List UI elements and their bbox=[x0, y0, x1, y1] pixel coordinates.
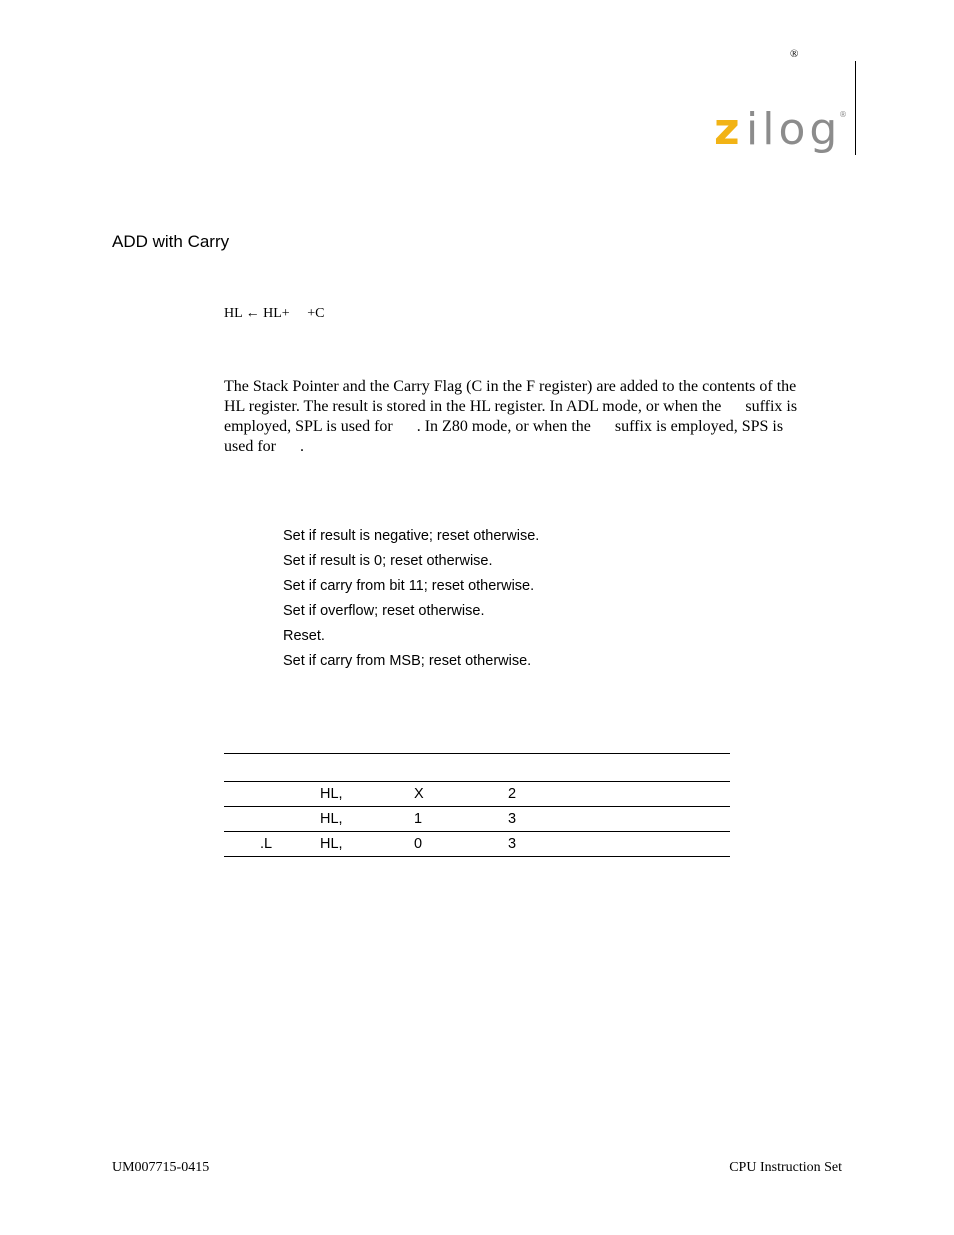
description-line: used for . bbox=[224, 438, 304, 455]
header-divider bbox=[855, 61, 856, 155]
footer-section: CPU Instruction Set bbox=[729, 1160, 842, 1175]
registered-mark: ® bbox=[790, 48, 799, 60]
table-cell: 0 bbox=[414, 836, 423, 852]
section-title: ADD with Carry bbox=[112, 232, 230, 251]
condition-bits-list bbox=[283, 528, 539, 678]
description bbox=[224, 377, 844, 457]
table-cell: 3 bbox=[508, 836, 517, 852]
table-cell: .L bbox=[260, 836, 273, 852]
svg-text:ilog: ilog bbox=[746, 104, 842, 155]
svg-text:®: ® bbox=[839, 110, 847, 119]
description-line: HL register. The result is stored in the HL register. In ADL mode, or when the suffix is bbox=[224, 398, 798, 415]
flag-description: Set if carry from MSB; reset otherwise. bbox=[283, 653, 532, 669]
table-row bbox=[224, 807, 730, 832]
table-cell: 2 bbox=[508, 786, 517, 802]
table-cell: HL, bbox=[320, 836, 343, 852]
flag-description: Set if result is 0; reset otherwise. bbox=[283, 553, 493, 569]
description-line: The Stack Pointer and the Carry Flag (C in the F register) are added to the contents of the bbox=[224, 378, 797, 395]
operation-formula: HL ← HL+ +C bbox=[224, 306, 325, 321]
table-row bbox=[224, 832, 730, 857]
opcode-table bbox=[224, 753, 730, 857]
table-cell: 3 bbox=[508, 811, 517, 827]
flag-description: Set if overflow; reset otherwise. bbox=[283, 603, 485, 619]
flag-description: Reset. bbox=[283, 628, 325, 644]
zilog-logo bbox=[712, 104, 848, 158]
table-row bbox=[224, 782, 730, 807]
table-header bbox=[224, 753, 730, 782]
flag-description: Set if carry from bit 11; reset otherwise. bbox=[283, 578, 535, 594]
table-cell: HL, bbox=[320, 786, 343, 802]
description-line: employed, SPL is used for . In Z80 mode, or when the suffix is employed, SPS is bbox=[224, 418, 784, 435]
table-cell: HL, bbox=[320, 811, 343, 827]
table-cell: X bbox=[414, 786, 424, 802]
flag-description: Set if result is negative; reset otherwise. bbox=[283, 528, 540, 544]
footer-doc-id: UM007715-0415 bbox=[112, 1160, 210, 1175]
table-cell: 1 bbox=[414, 811, 423, 827]
svg-text:z: z bbox=[714, 104, 740, 155]
